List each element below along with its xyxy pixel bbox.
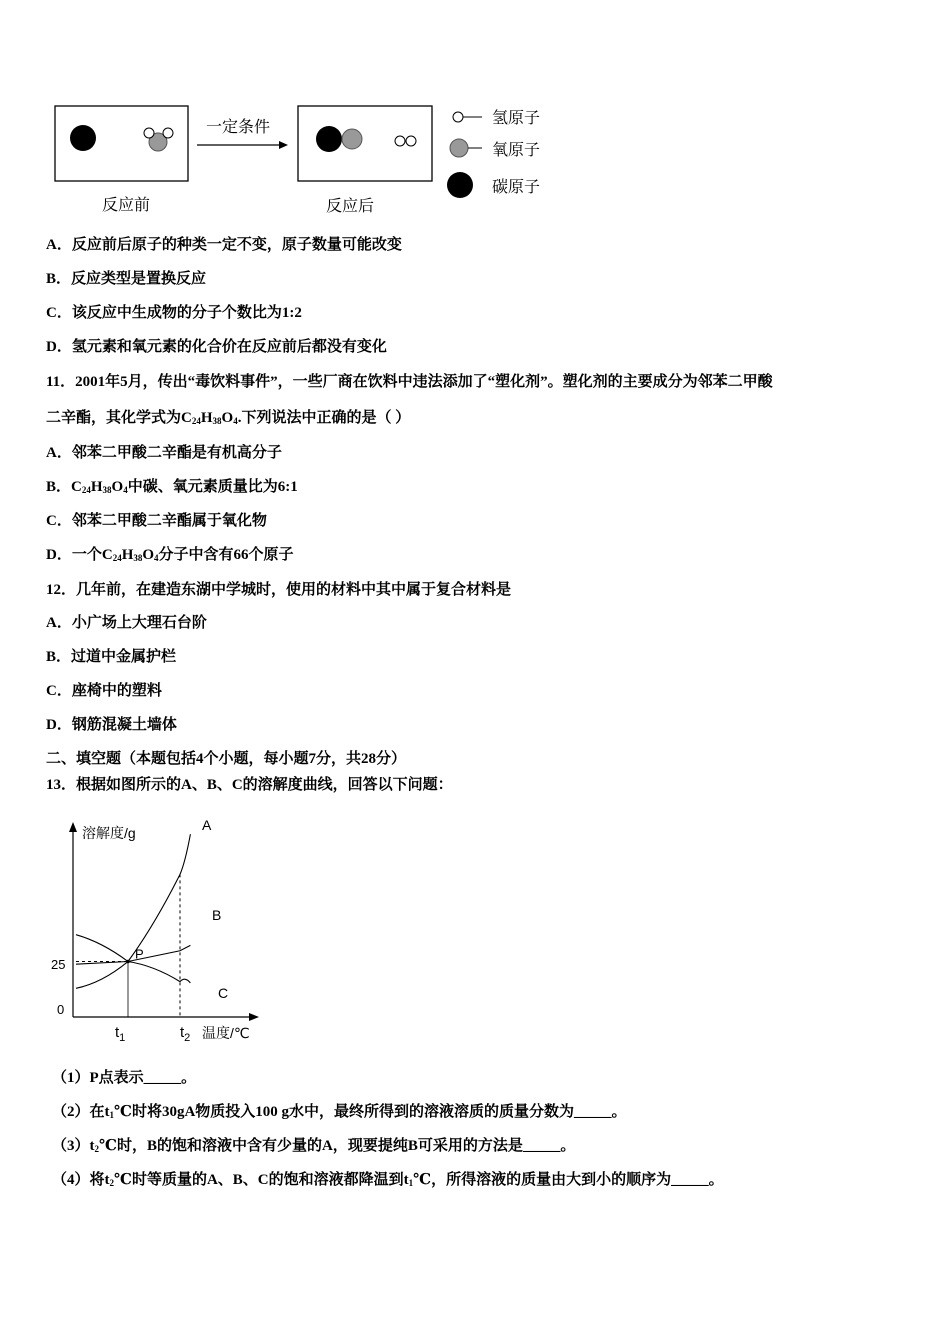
q11-option-b: B．$C_{24}H_{38}O_4$中碳、氧元素质量比为6:1: [46, 479, 298, 495]
solubility-chart: [40, 812, 280, 1052]
legend-carbon-label: 碳原子: [492, 179, 541, 196]
y-tick-label: 25: [51, 957, 66, 972]
formula: $C_{24}H_{38}O_4$: [101, 547, 159, 563]
q11-option-a: A．邻苯二甲酸二辛酯是有机高分子: [46, 445, 282, 461]
series-label-b: B: [212, 907, 222, 923]
q11-stem-line2: 二辛酯，其化学式为$C_{24}H_{38}O_4$.下列说法中正确的是（ ）: [46, 410, 411, 426]
section-heading: 二、填空题（本题包括4个小题，每小题7分，共28分）: [46, 751, 407, 767]
formula: $C_{24}H_{38}O_4$: [71, 479, 128, 495]
q12-option-b: B．过道中金属护栏: [46, 649, 177, 665]
q12-option-a: A．小广场上大理石台阶: [46, 615, 207, 631]
q12-option-d: D．钢筋混凝土墙体: [46, 717, 177, 733]
curve-c: [76, 935, 190, 983]
y-axis-arrow: [69, 822, 77, 832]
q13-part2: （2）在$t_1℃$时将30gA物质投入100 g水中，最终所得到的溶液溶质的质量分数为_____。: [52, 1104, 627, 1120]
formula: $C_{24}H_{38}O_4$: [181, 410, 238, 426]
legend-carbon-icon: [447, 172, 473, 198]
q11-option-d: D．一个$C_{24}H_{38}O_4$分子中含有66个原子: [46, 547, 294, 563]
arrow-label: 一定条件: [206, 119, 271, 136]
hydrogen-atom: [144, 128, 154, 138]
x-tick-t2: $t_2$: [180, 1024, 191, 1044]
legend-oxygen-label: 氧原子: [492, 142, 541, 159]
q11-option-c: C．邻苯二甲酸二辛酯属于氧化物: [46, 513, 267, 529]
carbon-atom: [70, 125, 96, 151]
after-label: 反应后: [326, 198, 375, 215]
hydrogen-atom: [395, 136, 405, 146]
y-tick-label: 0: [57, 1002, 65, 1017]
x-tick-t1: $t_1$: [115, 1024, 126, 1044]
q11-stem-line1: 11．2001年5月，传出“毒饮料事件”，一些厂商在饮料中违法添加了“塑化剂”。塑化剂的主要成分为邻苯二甲酸: [46, 374, 773, 390]
hydrogen-atom: [163, 128, 173, 138]
y-axis-label: 溶解度/g: [82, 825, 136, 841]
series-label-c: C: [218, 985, 229, 1001]
arrow-head: [279, 141, 288, 149]
point-p-label: P: [135, 946, 144, 962]
curve-a: [76, 834, 190, 988]
series-label-a: A: [202, 817, 212, 833]
q10-option-c: C．该反应中生成物的分子个数比为1:2: [46, 305, 302, 321]
q10-option-a: A．反应前后原子的种类一定不变，原子数量可能改变: [46, 237, 402, 253]
q13-stem: 13．根据如图所示的A、B、C的溶解度曲线，回答以下问题：: [46, 777, 453, 793]
q12-option-c: C．座椅中的塑料: [46, 683, 162, 699]
x-axis-label: 温度/℃: [202, 1025, 250, 1041]
q13-part4: （4）将$t_2℃$时等质量的A、B、C的饱和溶液都降温到$t_1℃$，所得溶液的质量由大到小的顺序为_____。: [52, 1172, 724, 1188]
q13-part3: $(3)t_2℃$时，B的饱和溶液中含有少量的A，现要提纯B可采用的方法是_____。: [52, 1138, 576, 1154]
carbon-atom: [316, 126, 342, 152]
hydrogen-atom: [406, 136, 416, 146]
legend-hydrogen-label: 氢原子: [492, 110, 541, 127]
legend-oxygen-icon: [450, 139, 468, 157]
q12-stem: 12．几年前，在建造东湖中学城时，使用的材料中其中属于复合材料是: [46, 582, 512, 598]
oxygen-atom: [342, 129, 362, 149]
before-label: 反应前: [102, 197, 151, 214]
reaction-diagram: [50, 100, 560, 220]
q13-part1: （1）P点表示_____。: [52, 1070, 197, 1086]
x-axis-arrow: [249, 1013, 259, 1021]
point-p: [126, 960, 130, 964]
q10-option-b: B．反应类型是置换反应: [46, 271, 207, 287]
legend-hydrogen-icon: [453, 112, 463, 122]
q10-option-d: D．氢元素和氧元素的化合价在反应前后都没有变化: [46, 339, 387, 355]
